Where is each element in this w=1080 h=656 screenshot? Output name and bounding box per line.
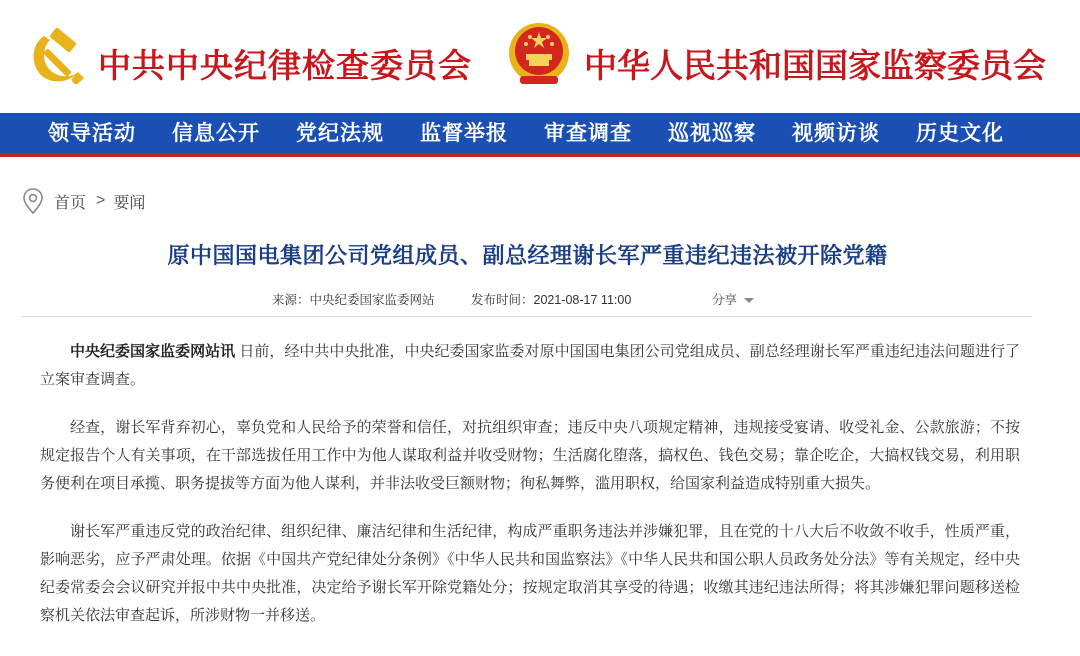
hammer-sickle-icon (24, 26, 88, 90)
chevron-down-icon (744, 298, 754, 303)
paragraph-1-text: 日前，经中共中央批准，中央纪委国家监委对原中国国电集团公司党组成员、副总经理谢长军严重违纪违法问题进行了立案审查调查。 (40, 343, 1020, 388)
breadcrumb-home-link[interactable]: 首页 (54, 194, 87, 212)
lead-source: 中央纪委国家监委网站讯 (70, 343, 236, 360)
breadcrumb-separator: > (96, 192, 106, 209)
nav-item-investigation[interactable]: 审查调查 (544, 120, 632, 145)
nav-item-video-interview[interactable]: 视频访谈 (792, 120, 880, 145)
nav-item-party-regulations[interactable]: 党纪法规 (296, 120, 384, 145)
share-label: 分享 (712, 293, 738, 307)
article-title: 原中国国电集团公司党组成员、副总经理谢长军严重违纪违法被开除党籍 (167, 243, 888, 268)
paragraph-1 (40, 338, 1020, 394)
paragraph-3: 谢长军严重违反党的政治纪律、组织纪律、廉洁纪律和生活纪律，构成严重职务违法并涉嫌犯罪，且在党的十八大后不收敛不收手，性质严重，影响恶劣，应予严肃处理。依据《中国共产党纪律处分条例》《中华人民共和国监察法》《中华人民共和国公职人员政务处分法》等有关规定，经中央纪委常委会会议研究并报中共中央批准，决定给予谢长军开除党籍处分；按规定取消其享受的待遇；收缴其违纪违法所得；将其涉嫌犯罪问题移送检察机关依法审查起诉，所涉财物一并移送。 (40, 523, 1020, 624)
paragraph-2: 经查，谢长军背弃初心，辜负党和人民给予的荣誉和信任，对抗组织审查；违反中央八项规定精神，违规接受宴请、收受礼金、公款旅游；不按规定报告个人有关事项，在干部选拔任用工作中为他人谋取利益并收受财物；生活腐化堕落，搞权色、钱色交易；靠企吃企，大搞权钱交易，利用职务便利在项目承揽、职务提拔等方面为他人谋利，并非法收受巨额财物；徇私舞弊，滥用职权，给国家利益造成特别重大损失。 (40, 419, 1020, 492)
site-header (0, 0, 1080, 113)
share-button[interactable] (712, 290, 754, 308)
breadcrumb (22, 186, 145, 216)
national-emblem-icon (506, 20, 572, 90)
nsc-title: 中华人民共和国国家监察委员会 (584, 46, 1046, 85)
nav-item-supervision-report[interactable]: 监督举报 (420, 120, 508, 145)
article-body (40, 338, 1020, 650)
nav-item-inspection[interactable]: 巡视巡察 (668, 120, 756, 145)
nav-item-leadership[interactable]: 领导活动 (48, 120, 136, 145)
article-publish-time: 发布时间：2021-08-17 11:00 (471, 293, 632, 307)
article-source: 来源：中央纪委国家监委网站 (272, 293, 435, 307)
meta-divider (22, 316, 1032, 317)
breadcrumb-current-link[interactable]: 要闻 (113, 194, 146, 212)
location-pin-icon (22, 187, 44, 215)
nav-item-history-culture[interactable]: 历史文化 (916, 120, 1004, 145)
ccdi-title: 中共中央纪律检查委员会 (98, 46, 472, 85)
nav-item-info-disclosure[interactable]: 信息公开 (172, 120, 260, 145)
main-nav (0, 113, 1080, 157)
